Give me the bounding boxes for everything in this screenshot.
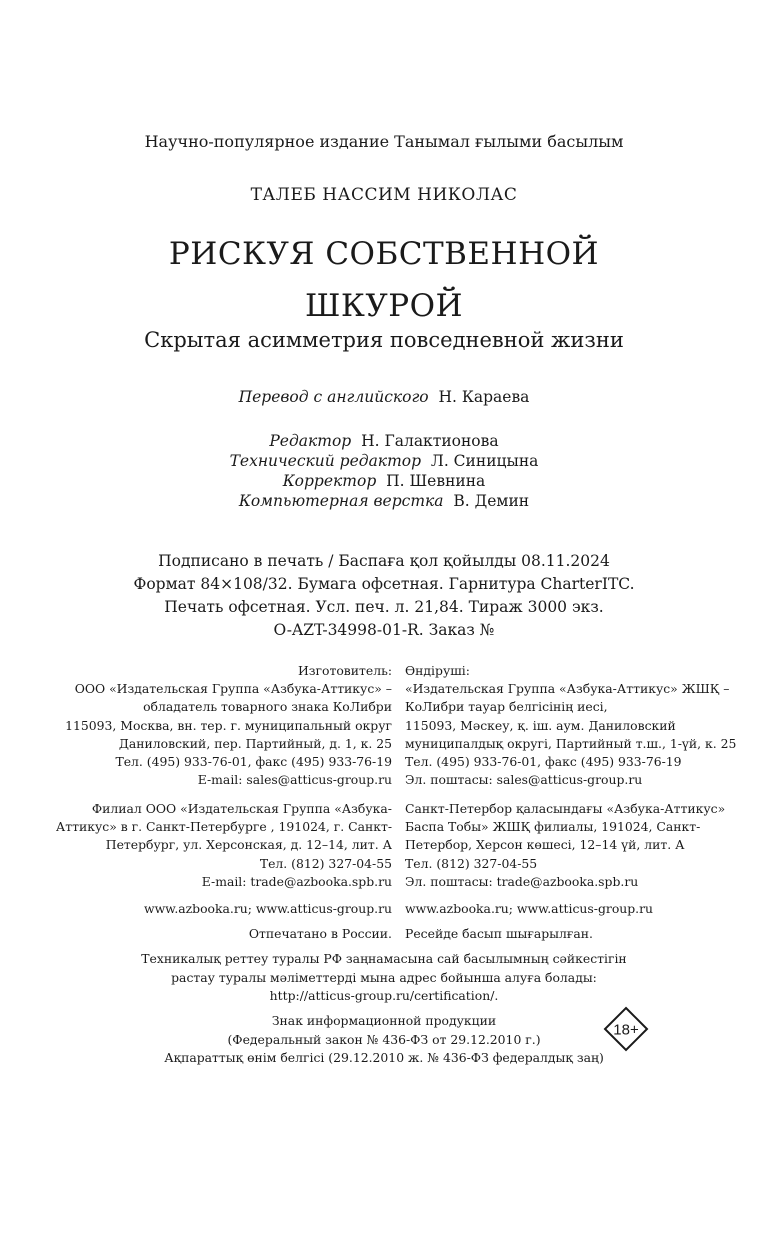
text-line: КоЛибри тауар белгісінің иесі, [405, 699, 608, 715]
credit-name: Н. Галактионова [361, 432, 499, 450]
website-kz: www.azbooka.ru; www.atticus-group.ru [405, 901, 654, 916]
edition-type: Научно-популярное издание Танымал ғылыми басылым [144, 132, 624, 151]
credit-layout [0, 492, 768, 510]
text-line: Баспа Тобы» ЖШҚ филиалы, 191024, Санкт- [405, 819, 701, 835]
credit-name: Л. Синицына [430, 452, 539, 470]
text-line: Тел. (495) 933-76-01, факс (495) 933-76-19 [405, 754, 682, 770]
age-rating-badge [603, 1006, 649, 1052]
title-line-1: РИСКУЯ СОБСТВЕННОЙ [168, 236, 600, 272]
text-line: http://atticus-group.ru/certification/. [269, 988, 499, 1003]
text-line: Өндіруші: [405, 663, 470, 678]
text-line: E-mail: trade@azbooka.spb.ru [201, 873, 392, 889]
info-product-sign [0, 1012, 768, 1068]
book-subtitle: Скрытая асимметрия повседневной жизни [144, 328, 624, 352]
text-line: муниципалдық округі, Партийный т.ш., 1-үй, к. 25 [405, 735, 737, 751]
text-line: Тел. (812) 327-04-55 [405, 855, 538, 871]
branch-ru [56, 800, 392, 891]
credit-name: П. Шевнина [386, 472, 486, 490]
credit-role: Компьютерная верстка [238, 492, 444, 510]
text-line: Изготовитель: [297, 663, 392, 678]
text-line: Ақпараттық өнім белгісі (29.12.2010 ж. № 436-ФЗ федералдық заң) [164, 1050, 604, 1065]
text-line: Аттикус» в г. Санкт-Петербурге , 191024, г. Санкт- [55, 819, 392, 835]
text-line: 115093, Мәскеу, қ. іш. аум. Даниловский [405, 717, 676, 733]
credit-name: В. Демин [453, 492, 530, 510]
text-line: (Федеральный закон № 436-ФЗ от 29.12.2010 г.) [227, 1031, 541, 1047]
branch-kz [405, 800, 725, 891]
text-line: Эл. поштасы: trade@azbooka.spb.ru [405, 873, 639, 889]
publishing-line-print: Печать офсетная. Усл. печ. л. 21,84. Тираж 3000 экз. [164, 598, 604, 616]
text-line: Санкт-Петербор қаласындағы «Азбука-Аттикус» [405, 801, 726, 816]
text-line: Даниловский, пер. Партийный, д. 1, к. 25 [118, 735, 392, 751]
text-line: растау туралы мәліметтерді мына адрес бойынша алуға болады: [171, 969, 597, 985]
credit-proofreader [0, 472, 768, 490]
text-line: Тел. (495) 933-76-01, факс (495) 933-76-19 [115, 754, 392, 770]
text-line: обладатель товарного знака КоЛибри [143, 699, 392, 715]
author-name: ТАЛЕБ НАССИМ НИКОЛАС [250, 185, 518, 205]
text-line: «Издательская Группа «Азбука-Аттикус» ЖШҚ – [405, 681, 730, 697]
credit-role: Технический редактор [229, 452, 422, 470]
translation-credit [0, 388, 768, 406]
manufacturer-ru [65, 662, 392, 789]
title-line-2: ШКУРОЙ [304, 288, 464, 324]
text-line: Петербург, ул. Херсонская, д. 12–14, лит. А [105, 837, 392, 853]
publishing-line-order: O-AZT-34998-01-R. Заказ № [273, 621, 495, 639]
text-line: Техникалық реттеу туралы РФ заңнамасына сай басылымның сәйкестігін [141, 951, 627, 966]
text-line: Петербор, Херсон көшесі, 12–14 үй, лит. А [405, 837, 685, 853]
website-ru: www.azbooka.ru; www.atticus-group.ru [143, 901, 392, 916]
text-line: Эл. поштасы: sales@atticus-group.ru [405, 772, 643, 788]
text-line: E-mail: sales@atticus-group.ru [197, 772, 392, 788]
certification-note [0, 950, 768, 1006]
age-rating-diamond-icon [603, 1006, 649, 1052]
credit-name: Н. Караева [438, 388, 530, 406]
manufacturer-kz [405, 662, 736, 789]
text-line: Тел. (812) 327-04-55 [259, 855, 392, 871]
credit-editor [0, 432, 768, 450]
printed-in-kz: Ресейде басып шығарылған. [405, 926, 593, 941]
text-line: ООО «Издательская Группа «Азбука-Аттикус» – [74, 681, 392, 697]
text-line: 115093, Москва, вн. тер. г. муниципальный округ [65, 717, 392, 733]
credit-role: Редактор [269, 432, 352, 450]
text-line: Филиал ООО «Издательская Группа «Азбука- [91, 801, 392, 816]
credit-role: Перевод с английского [238, 388, 429, 406]
credit-tech-editor [0, 452, 768, 470]
book-title [0, 228, 768, 332]
credit-role: Корректор [282, 472, 377, 490]
age-rating-label: 18+ [613, 1021, 639, 1039]
printed-in-ru: Отпечатано в России. [248, 926, 392, 941]
text-line: Знак информационной продукции [271, 1013, 497, 1028]
publishing-line-signed: Подписано в печать / Баспаға қол қойылды 08.11.2024 [158, 552, 610, 570]
publishing-line-format: Формат 84×108/32. Бумага офсетная. Гарнитура CharterITC. [133, 575, 635, 593]
